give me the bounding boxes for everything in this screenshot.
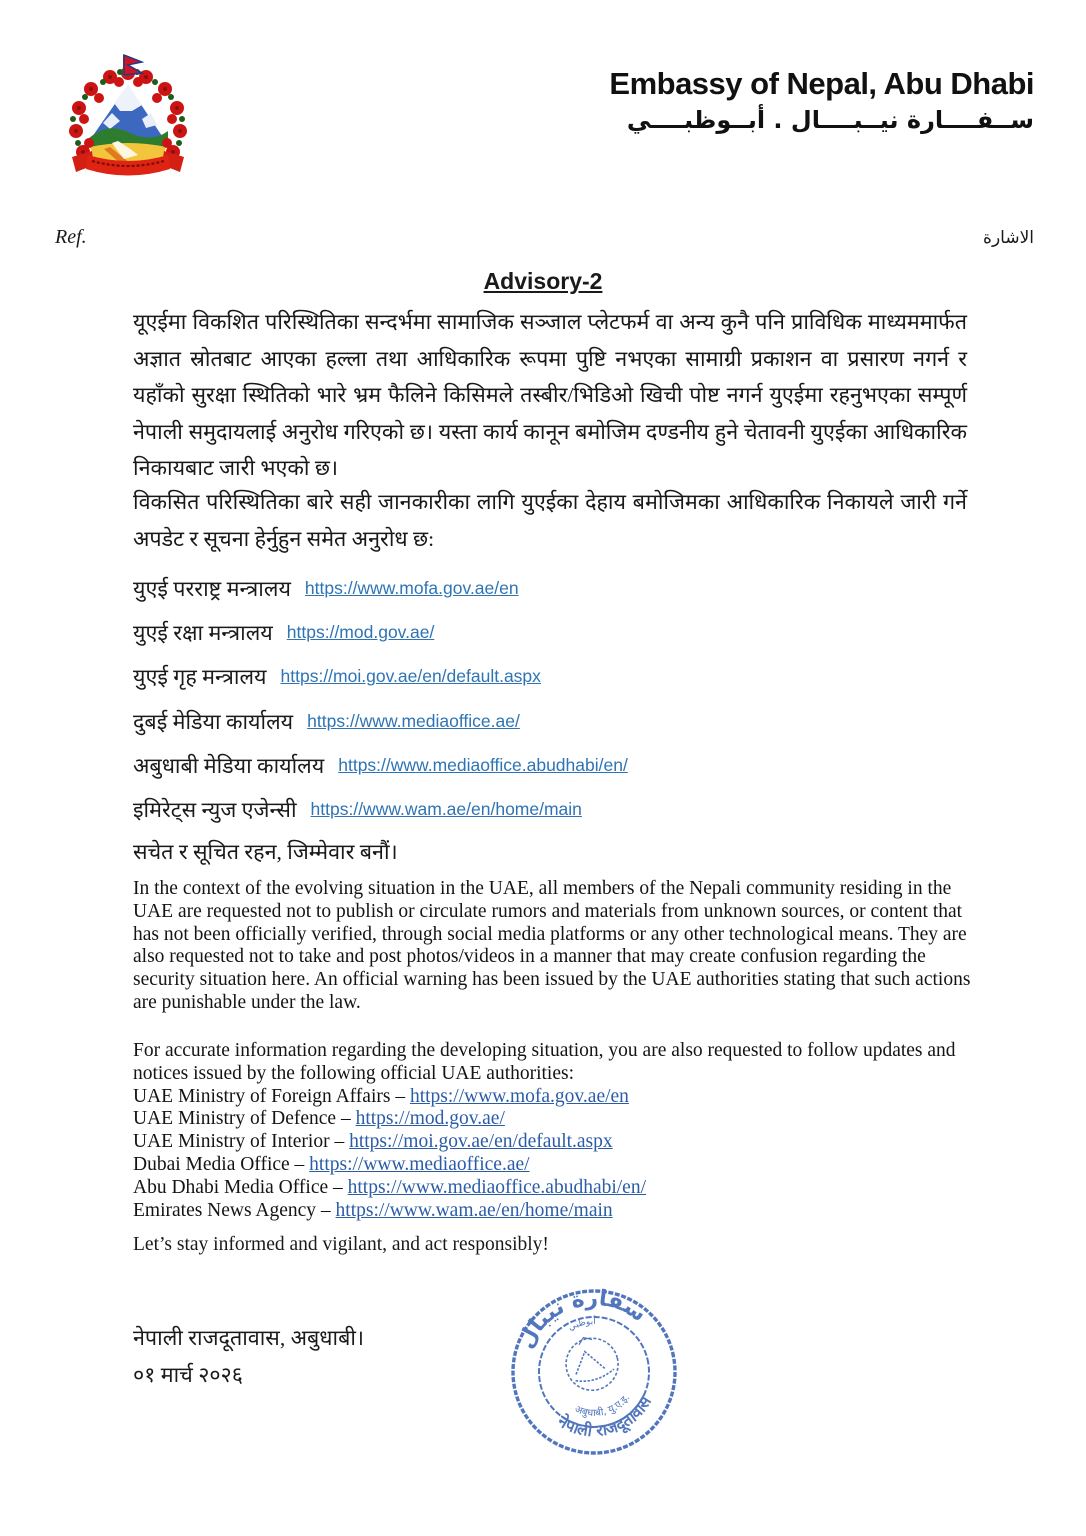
signature-line-2: ०१ मार्च २०२६ xyxy=(133,1363,243,1387)
english-link-label: UAE Ministry of Defence – xyxy=(133,1108,351,1130)
letterhead xyxy=(609,66,1034,134)
stamp-arc-nepali: नेपाली राजदूतावास xyxy=(554,1392,656,1441)
nepali-link-label: अबुधाबी मेडिया कार्यालय xyxy=(133,753,325,778)
advisory-title: Advisory-2 xyxy=(483,268,603,294)
stamp-center-emblem xyxy=(560,1331,624,1396)
list-item xyxy=(133,1131,971,1154)
nepal-flag-icon xyxy=(124,55,142,77)
list-item xyxy=(133,1108,971,1131)
embassy-seal-stamp xyxy=(506,1284,682,1460)
nepali-link-label: दुबई मेडिया कार्यालय xyxy=(133,709,294,734)
list-item xyxy=(133,787,967,831)
abudhabi-media-office-link[interactable]: https://www.mediaoffice.abudhabi/en/ xyxy=(338,754,628,775)
signature-line-1: नेपाली राजदूतावास, अबुधाबी। xyxy=(133,1326,365,1350)
wam-link[interactable]: https://www.wam.ae/en/home/main xyxy=(310,799,582,820)
nepali-closing-line: सचेत र सूचित रहन, जिम्मेवार बनौं। xyxy=(133,840,398,864)
moi-link[interactable]: https://moi.gov.ae/en/default.aspx xyxy=(280,666,541,687)
mofa-link[interactable]: https://www.mofa.gov.ae/en xyxy=(304,577,519,598)
nepali-link-label: युएई रक्षा मन्त्रालय xyxy=(133,620,273,645)
english-paragraph-1: In the context of the evolving situation in the UAE, all members of the Nepali community residing in the UAE are requested not to publish or circulate rumors and materials from unknown sources, or content that has not been officially verified, through social media platforms or any other technological means. They are also requested not to take and post photos/videos in a manner that may create confusion regarding the security situation here. An official warning has been issued by the UAE authorities stating that such actions are punishable under the law. xyxy=(133,878,971,1013)
moi-link-en[interactable]: https://moi.gov.ae/en/default.aspx xyxy=(349,1131,613,1153)
english-paragraph-2-intro: For accurate information regarding the developing situation, you are also requested to follow updates and notices issued by the following official UAE authorities: xyxy=(133,1040,956,1084)
mod-link-en[interactable]: https://mod.gov.ae/ xyxy=(355,1108,505,1130)
signature-block xyxy=(133,1320,364,1394)
wam-link-en[interactable]: https://www.wam.ae/en/home/main xyxy=(335,1199,613,1221)
stamp-arc-nepali-2: अबुधाबी, यु.ए.इ. xyxy=(572,1392,633,1420)
nepal-emblem-icon xyxy=(58,50,198,192)
nepali-paragraph-2: विकसित परिस्थितिका बारे सही जानकारीका लागि युएईका देहाय बमोजिमका आधिकारिक निकायले जारी गर्ने अपडेट र सूचना हेर्नुहुन समेत अनुरोध छ: xyxy=(133,490,967,551)
english-link-label: UAE Ministry of Foreign Affairs – xyxy=(133,1085,406,1107)
list-item xyxy=(133,566,967,610)
nepali-link-label: युएई गृह मन्त्रालय xyxy=(133,665,267,690)
english-closing-line: Let’s stay informed and vigilant, and act responsibly! xyxy=(133,1234,549,1255)
list-item xyxy=(133,1177,971,1200)
dubai-media-office-link-en[interactable]: https://www.mediaoffice.ae/ xyxy=(309,1153,530,1175)
list-item xyxy=(133,610,967,654)
svg-text:नेपाली राजदूतावास xyxy=(550,1388,662,1452)
list-item xyxy=(133,699,967,743)
english-link-label: Dubai Media Office – xyxy=(133,1153,305,1175)
nepali-links-list xyxy=(133,566,967,832)
stamp-small-arabic: أبوظبي xyxy=(566,1316,596,1334)
english-link-label: Emirates News Agency – xyxy=(133,1199,331,1221)
list-item xyxy=(133,743,967,787)
list-item xyxy=(133,1200,971,1223)
english-paragraph-2 xyxy=(133,1040,971,1222)
list-item xyxy=(133,1086,971,1109)
nepali-link-label: इमिरेट्स न्युज एजेन्सी xyxy=(133,798,297,823)
mofa-link-en[interactable]: https://www.mofa.gov.ae/en xyxy=(409,1085,629,1107)
mod-link[interactable]: https://mod.gov.ae/ xyxy=(286,621,435,642)
dubai-media-office-link[interactable]: https://www.mediaoffice.ae/ xyxy=(307,710,520,731)
english-link-label: UAE Ministry of Interior – xyxy=(133,1131,345,1153)
list-item xyxy=(133,1154,971,1177)
list-item xyxy=(133,655,967,699)
embassy-seal-icon xyxy=(506,1284,682,1460)
embassy-title-english: Embassy of Nepal, Abu Dhabi xyxy=(609,66,1034,101)
nepali-link-label: युएई परराष्ट्र मन्त्रालय xyxy=(133,576,291,601)
nepali-paragraph-1: यूएईमा विकशित परिस्थितिका सन्दर्भमा सामाजिक सञ्जाल प्लेटफर्म वा अन्य कुनै पनि प्राविधिक माध्यममार्फत अज्ञात स्रोतबाट आएका हल्ला तथा आधिकारिक रूपमा पुष्टि नभएका सामाग्री प्रकाशन वा प्रसारण नगर्न र यहाँको सुरक्षा स्थितिको भारे भ्रम फैलिने किसिमले तस्बीर/भिडिओ खिची पोष्ट नगर्न युएईमा रहनुभएका सम्पूर्ण नेपाली समुदायलाई अनुरोध गरिएको छ। यस्ता कार्य कानून बमोजिम दण्डनीय हुने चेतावनी युएईका आधिकारिक निकायबाट जारी भएको छ। xyxy=(133,310,967,480)
ref-label: Ref. xyxy=(55,226,87,248)
english-link-label: Abu Dhabi Media Office – xyxy=(133,1176,343,1198)
stamp-arc-arabic: سفارة نيبال xyxy=(513,1285,651,1353)
abudhabi-media-office-link-en[interactable]: https://www.mediaoffice.abudhabi/en/ xyxy=(347,1176,647,1198)
embassy-title-arabic: ســفــــارة نيــبــــال . أبــوظبــــي xyxy=(626,106,1034,134)
ref-label-arabic: الاشارة xyxy=(983,228,1034,248)
nepal-emblem-logo xyxy=(58,50,198,192)
